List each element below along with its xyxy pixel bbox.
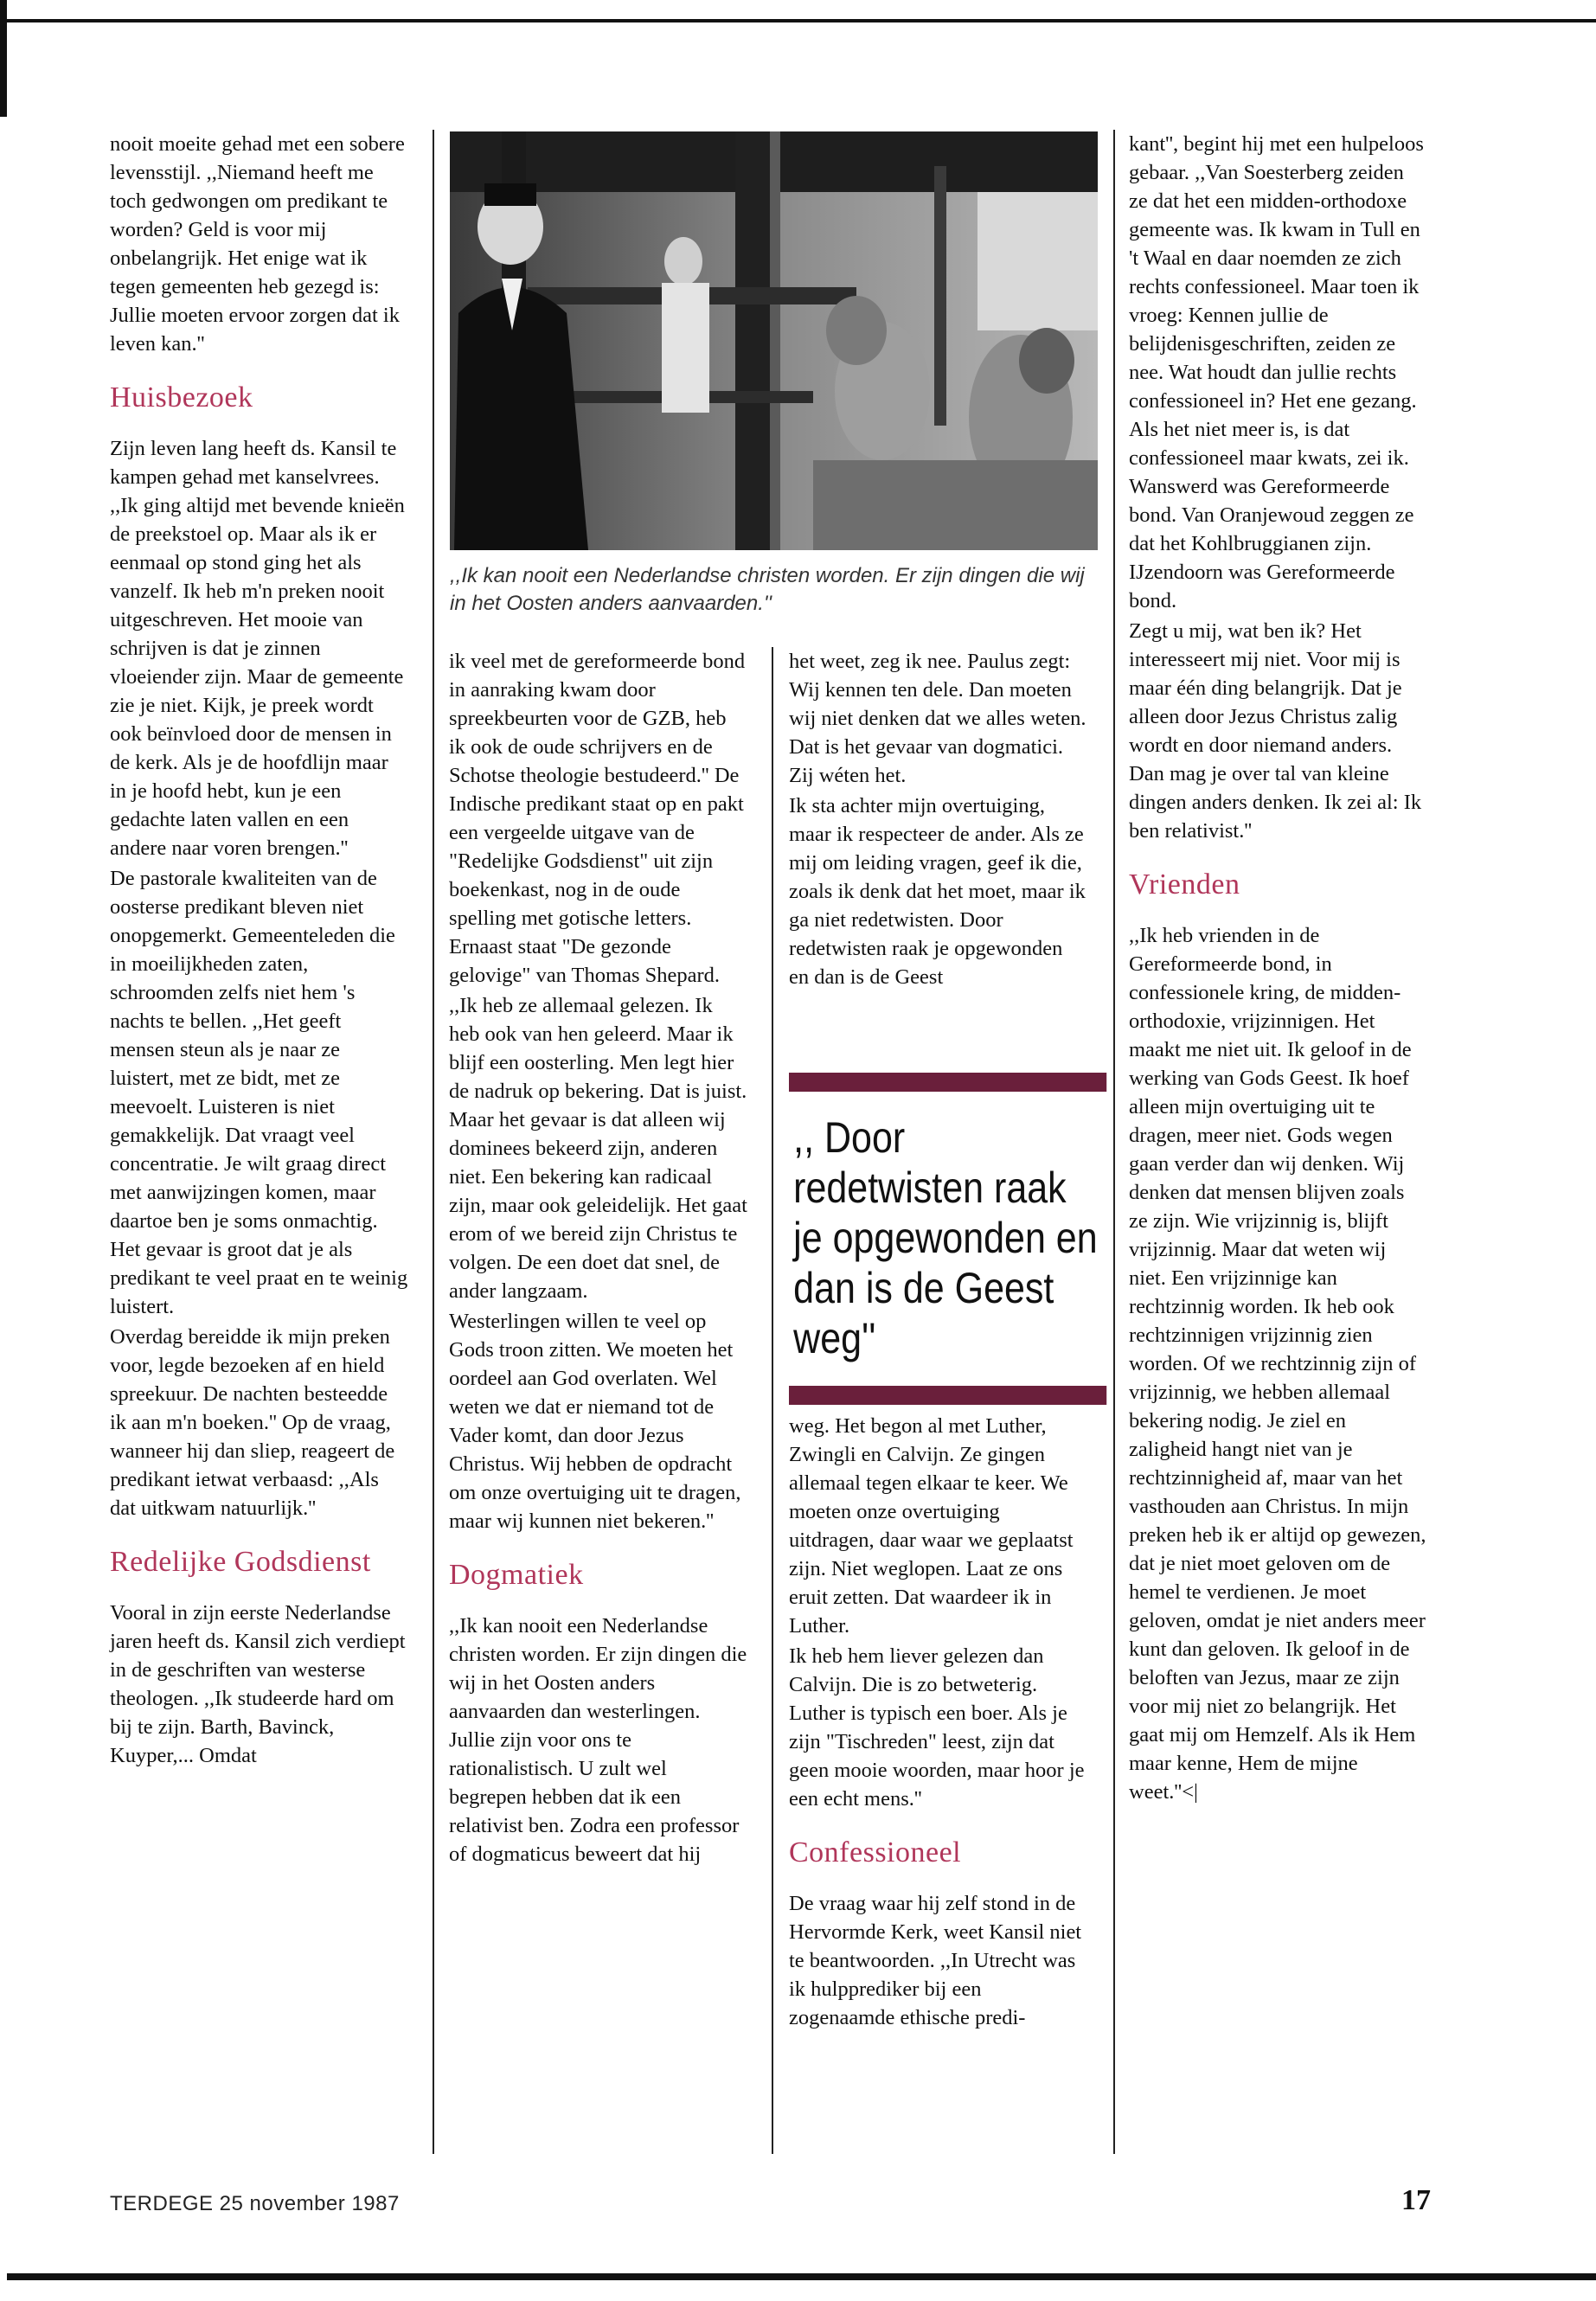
col1-paragraph-2: De pastorale kwaliteiten van de oosterse predikant bleven niet onopgemerkt. Gemeenteleden die in moeilijkheden zaten, schroomden zelfs niet hem 's nachts te bellen. ,,Het geeft mensen steun als je naar ze luistert, met ze bidt, met ze meevoelt. Luisteren is niet gemakkelijk. Dat vraagt veel concentratie. Je wilt graag direct met aanwijzingen komen, maar daartoe ben je soms onmachtig. Het gevaar is groot dat je als predikant te veel praat en te weinig luistert. bbox=[110, 867, 408, 1318]
col3-paragraph-2: weg. Het begon al met Luther, Zwingli en Calvijn. Ze gingen allemaal tegen elkaar te keer. We moeten onze overtuiging uitdragen, daar waar we geplaatst zijn. Niet weglopen. Laat ze ons eruit zetten. Dat waardeer ik in Luther. bbox=[789, 1414, 1074, 1638]
column-3-bottom bbox=[789, 1412, 1087, 2032]
pull-quote: ,, Door redetwisten raak je opgewonden en dan is de Geest weg'' bbox=[789, 1073, 1106, 1405]
col4-paragraph-0: kant'', begint hij met een hulpeloos gebaar. ,,Van Soesterberg zeiden ze dat het een midden-orthodoxe gemeente was. Ik kwam in Tull en 't Waal en daar noemden ze zich rechts confessioneel. Maar toen ik vroeg: Kennen jullie de belijdenisgeschriften, zeiden ze nee. Wat houdt dan jullie rechts confessioneel in? Het ene gezang. Als het niet meer is, is dat confessioneel maar kwats, zei ik. Wanswerd was Gereformeerde bond. Van Oranjewoud zeggen ze dat het Kohlbruggianen zijn. IJzendoorn was Gereformeerde bond. bbox=[1129, 132, 1424, 612]
col3-paragraph-1: Ik sta achter mijn overtuiging, maar ik respecteer de ander. Als ze mij om leiding vragen, geef ik die, zoals ik denk dat het moet, maar ik ga niet redetwisten. Door redetwisten raak je opgewonden en dan is de Geest bbox=[789, 794, 1086, 989]
heading-huisbezoek: Huisbezoek bbox=[110, 381, 253, 413]
col1-paragraph-1: Zijn leven lang heeft ds. Kansil te kampen gehad met kanselvrees. ,,Ik ging altijd met bevende knieën de preekstoel op. Maar als ik er eenmaal op stond ging het als vanzelf. Ik heb m'n preken nooit uitgeschreven. Het mooie van schrijven is dat je zinnen vloeiender zijn. Maar de gemeente zie je niet. Kijk, je preek wordt ook beïnvloed door de mensen in de kerk. Als je de hoofdlijn maar in je hoofd hebt, kun je een gedachte laten vallen en een andere naar voren brengen.'' bbox=[110, 437, 405, 860]
col4-paragraph-2: ,,Ik heb vrienden in de Gereformeerde bond, in confessionele kring, de midden-orthodoxie, vrijzinnigen. Het maakt me niet uit. Ik geloof in de werking van Gods Geest. Ik hoef alleen mijn overtuiging uit te dragen, meer niet. Gods wegen gaan verder dan wij denken. Wij denken dat mensen blijven zoals ze zijn. Wie vrijzinnig is, blijft vrijzinnig. Maar dat weten wij niet. Een vrijzinnige kan rechtzinnig worden. Ik heb ook rechtzinnigen vrijzinnig zien worden. Of we rechtzinnig zijn of vrijzinnig, we hebben allemaal bekering nodig. Je ziel en zaligheid hangt niet van je rechtzinnigheid af, maar van het vasthouden aan Christus. In mijn preken heb ik er altijd op gewezen, dat je niet moet geloven om de hemel te verdienen. Je moet geloven, omdat je niet anders meer kunt dan geloven. Ik geloof in de beloften van Jezus, maar ze zijn voor mij niet zo belangrijk. Het gaat mij om Hemzelf. Als ik Hem maar kenne, Hem de mijne weet.''<| bbox=[1129, 924, 1426, 1804]
column-4 bbox=[1129, 130, 1427, 1806]
page-edge-bar bbox=[0, 0, 7, 117]
col1-paragraph-3: Overdag bereidde ik mijn preken voor, legde bezoeken af en hield spreekuur. De nachten besteedde ik aan m'n boeken.'' Op de vraag, wanneer hij dan sliep, reageert de predikant ietwat verbaasd: ,,Als dat uitkwam natuurlijk.'' bbox=[110, 1325, 395, 1520]
heading-vrienden: Vrienden bbox=[1129, 868, 1240, 901]
page-number: 17 bbox=[1401, 2184, 1431, 2216]
column-1 bbox=[110, 130, 408, 1770]
photo-caption: ,,Ik kan nooit een Nederlandse christen worden. Er zijn dingen die wij in het Oosten anders aanvaarden.'' bbox=[450, 564, 1085, 615]
top-rule bbox=[7, 19, 1596, 22]
col2-paragraph-1: ,,Ik heb ze allemaal gelezen. Ik heb ook van hen geleerd. Maar ik blijf een oosterling. Men legt hier de nadruk op bekering. Dat is juist. Maar het gevaar is dat alleen wij dominees bekeerd zijn, anderen niet. Een bekering kan radicaal zijn, maar ook geleidelijk. Het gaat erom of we bereid zijn Christus te volgen. De een doet dat snel, de ander langzaam. bbox=[449, 994, 747, 1303]
col2-paragraph-2: Westerlingen willen te veel op Gods troon zitten. We moeten het oordeel aan God overlaten. Wel weten we dat er niemand tot de Vader komt, dan door Jezus Christus. Wij hebben de opdracht om onze overtuiging uit te dragen, maar wij kunnen niet bekeren.'' bbox=[449, 1310, 741, 1533]
col1-paragraph-4: Vooral in zijn eerste Nederlandse jaren heeft ds. Kansil zich verdiept in de geschriften van westerse theologen. ,,Ik studeerde hard om bij te zijn. Barth, Bavinck, Kuyper,... Omdat bbox=[110, 1601, 406, 1767]
column-divider-1 bbox=[433, 130, 434, 2154]
col3-paragraph-0: het weet, zeg ik nee. Paulus zegt: Wij kennen ten dele. Dan moeten wij niet denken dat we alles weten. Dat is het gevaar van dogmatici. Zij wéten het. bbox=[789, 650, 1086, 787]
column-divider-3 bbox=[1113, 130, 1115, 2154]
col2-paragraph-3: ,,Ik kan nooit een Nederlandse christen worden. Er zijn dingen die wij in het Oosten anders aanvaarden dan westerlingen. Jullie zijn voor ons te rationalistisch. U zult wel begrepen hebben dat ik een relativist ben. Zodra een professor of dogmaticus beweert dat hij bbox=[449, 1614, 747, 1866]
heading-redelijke-godsdienst: Redelijke Godsdienst bbox=[110, 1546, 371, 1578]
column-3-top bbox=[789, 647, 1087, 991]
heading-dogmatiek: Dogmatiek bbox=[449, 1559, 584, 1591]
col3-paragraph-3: Ik heb hem liever gelezen dan Calvijn. Die is zo betweterig. Luther is typisch een boer. Als je zijn "Tischreden" leest, zijn dat geen mooie woorden, maar hoor je een echt mens.'' bbox=[789, 1644, 1085, 1811]
church-interior-photo bbox=[450, 131, 1098, 550]
publication-footer: TERDEGE 25 november 1987 bbox=[110, 2192, 400, 2215]
col4-paragraph-1: Zegt u mij, wat ben ik? Het interesseert mij niet. Voor mij is maar één ding belangrijk. Dat je alleen door Jezus Christus zalig wordt en door niemand anders. Dan mag je over tal van kleine dingen anders denken. Ik zei al: Ik ben relativist.'' bbox=[1129, 619, 1422, 843]
column-divider-2 bbox=[772, 647, 773, 2154]
col1-paragraph-0: nooit moeite gehad met een sobere levensstijl. ,,Niemand heeft me toch gedwongen om predikant te worden? Geld is voor mij onbelangrijk. Het enige wat ik tegen gemeenten heb gezegd is: Jullie moeten ervoor zorgen dat ik leven kan.'' bbox=[110, 132, 405, 356]
col3-paragraph-4: De vraag waar hij zelf stond in de Hervormde Kerk, weet Kansil niet te beantwoorden. ,,In Utrecht was ik hulpprediker bij een zogenaamde ethische predi- bbox=[789, 1892, 1082, 2029]
column-2 bbox=[449, 647, 747, 1868]
photo-illustration bbox=[450, 131, 1098, 550]
heading-confessioneel: Confessioneel bbox=[789, 1836, 962, 1868]
col2-paragraph-0: ik veel met de gereformeerde bond in aanraking kwam door spreekbeurten voor de GZB, heb ik ook de oude schrijvers en de Schotse theologie bestudeerd.'' De Indische predikant staat op en pakt een vergeelde uitgave van de "Redelijke Godsdienst" uit zijn boekenkast, nog in de oude spelling met gotische letters. Ernaast staat "De gezonde gelovige" van Thomas Shepard. bbox=[449, 650, 746, 987]
bottom-rule bbox=[7, 2273, 1596, 2280]
